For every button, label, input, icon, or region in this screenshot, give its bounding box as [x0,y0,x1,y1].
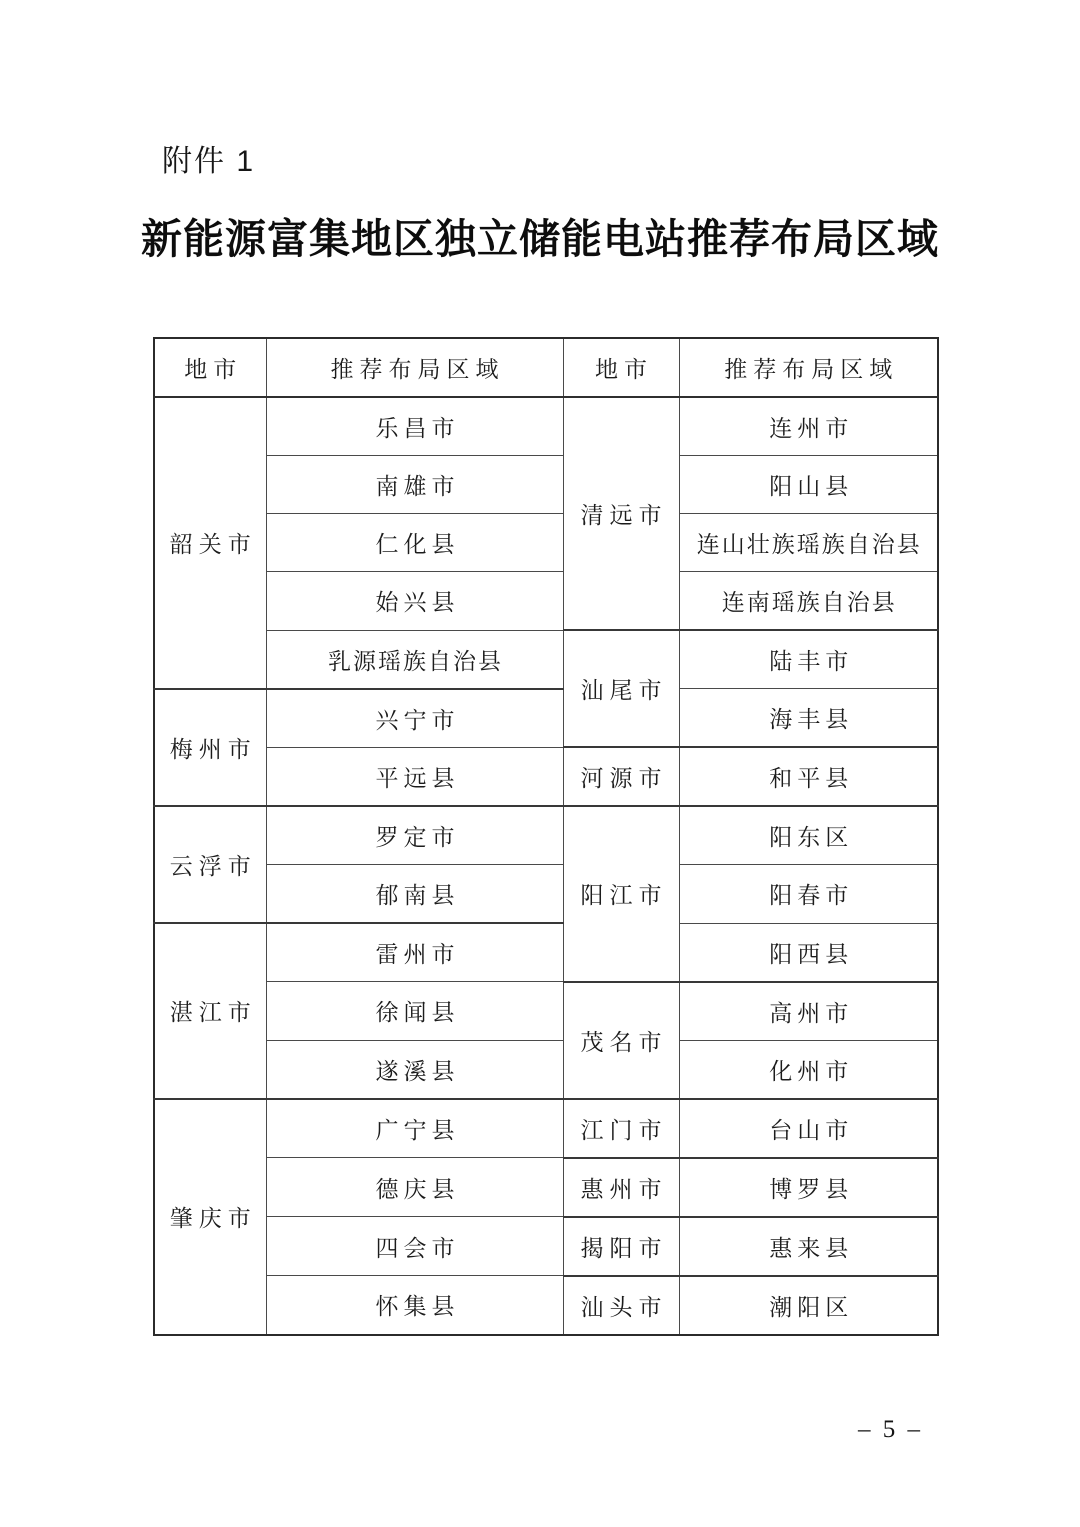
right-city-cell: 清远市 [563,397,679,630]
right-area-cell: 陆丰市 [679,630,938,689]
table-row [154,514,938,572]
table-row [154,572,938,631]
page-title: 新能源富集地区独立储能电站推荐布局区域 [141,216,939,262]
right-area-cell: 博罗县 [679,1158,938,1217]
right-area-cell: 连南瑶族自治县 [679,572,938,631]
right-city-cell: 汕尾市 [563,630,679,747]
left-city-cell: 云浮市 [154,806,266,923]
left-area-cell: 广宁县 [266,1099,563,1158]
left-area-cell: 怀集县 [266,1276,563,1335]
attachment-label: 附件 1 [162,145,256,178]
column-header-area-left: 推荐布局区域 [266,338,563,397]
right-area-cell: 惠来县 [679,1217,938,1276]
left-area-cell: 郁南县 [266,865,563,924]
table-row [154,1040,938,1099]
table-row [154,397,938,456]
right-city-cell: 惠州市 [563,1158,679,1217]
left-city-cell: 梅州市 [154,689,266,807]
right-city-cell: 阳江市 [563,806,679,982]
left-area-cell: 四会市 [266,1217,563,1276]
right-area-cell: 台山市 [679,1099,938,1158]
table-row [154,806,938,865]
right-area-cell: 阳春市 [679,865,938,924]
left-area-cell: 始兴县 [266,572,563,631]
left-city-cell: 韶关市 [154,397,266,689]
left-city-cell: 肇庆市 [154,1099,266,1335]
right-city-cell: 江门市 [563,1099,679,1158]
table-row [154,747,938,806]
left-area-cell: 乳源瑶族自治县 [266,630,563,689]
column-header-city-left: 地市 [154,338,266,397]
right-area-cell: 阳东区 [679,806,938,865]
table-row [154,689,938,748]
table-row [154,630,938,689]
right-area-cell: 和平县 [679,747,938,806]
right-area-cell: 阳西县 [679,923,938,982]
layout-table [153,337,939,1336]
left-area-cell: 罗定市 [266,806,563,865]
column-header-city-right: 地市 [563,338,679,397]
table-row [154,1217,938,1276]
table-body [154,397,938,1335]
right-area-cell: 化州市 [679,1040,938,1099]
left-city-cell: 湛江市 [154,923,266,1099]
table-header-row [154,338,938,397]
left-area-cell: 乐昌市 [266,397,563,456]
left-area-cell: 仁化县 [266,514,563,572]
table-row [154,923,938,982]
left-area-cell: 雷州市 [266,923,563,982]
right-area-cell: 阳山县 [679,456,938,514]
page-number: – 5 – [858,1416,923,1443]
right-area-cell: 连山壮族瑶族自治县 [679,514,938,572]
left-area-cell: 平远县 [266,747,563,806]
table-row [154,456,938,514]
left-area-cell: 兴宁市 [266,689,563,748]
left-area-cell: 南雄市 [266,456,563,514]
table-row [154,1158,938,1217]
table-row [154,982,938,1041]
right-city-cell: 茂名市 [563,982,679,1099]
right-area-cell: 海丰县 [679,689,938,748]
column-header-area-right: 推荐布局区域 [679,338,938,397]
right-city-cell: 揭阳市 [563,1217,679,1276]
left-area-cell: 遂溪县 [266,1040,563,1099]
right-area-cell: 潮阳区 [679,1276,938,1335]
left-area-cell: 德庆县 [266,1158,563,1217]
right-area-cell: 高州市 [679,982,938,1041]
left-area-cell: 徐闻县 [266,982,563,1041]
right-city-cell: 河源市 [563,747,679,806]
table-row [154,865,938,924]
table-row [154,1099,938,1158]
right-city-cell: 汕头市 [563,1276,679,1335]
table-row [154,1276,938,1335]
right-area-cell: 连州市 [679,397,938,456]
